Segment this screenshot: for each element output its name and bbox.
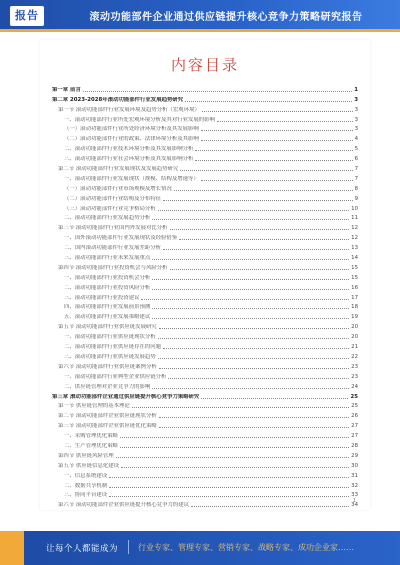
toc-entry[interactable] bbox=[52, 113, 358, 123]
toc-entry-page: 10 bbox=[351, 205, 358, 212]
toc-leader-dots bbox=[159, 417, 349, 418]
toc-entry-page: 12 bbox=[351, 225, 358, 232]
toc-entry-text: 一、滚动功能部件行业投资机会分析 bbox=[64, 274, 151, 281]
report-logo: 报告 bbox=[10, 6, 44, 26]
toc-leader-dots bbox=[152, 279, 349, 280]
toc-entry-page: 5 bbox=[354, 146, 358, 153]
toc-entry-page: 1 bbox=[354, 86, 358, 93]
toc-entry[interactable] bbox=[52, 231, 358, 241]
toc-entry-page: 3 bbox=[354, 116, 358, 123]
toc-entry-text: 三、协同平台建设 bbox=[64, 492, 108, 499]
toc-entry[interactable] bbox=[52, 192, 358, 202]
toc-entry[interactable] bbox=[52, 83, 358, 93]
toc-entry-text: 二、生产管理优化策略 bbox=[64, 442, 118, 449]
toc-entry[interactable] bbox=[52, 439, 358, 449]
toc-entry-page: 27 bbox=[351, 423, 358, 430]
toc-leader-dots bbox=[201, 130, 353, 131]
toc-leader-dots bbox=[152, 318, 349, 319]
toc-entry-page: 9 bbox=[354, 195, 358, 202]
toc-entry-page: 18 bbox=[351, 304, 358, 311]
toc-entry[interactable] bbox=[52, 271, 358, 281]
toc-entry-text: 第二章 2023-2028年滚动功能部件行业发展趋势研究 bbox=[52, 96, 184, 103]
toc-leader-dots bbox=[152, 388, 349, 389]
toc-entry-text: 第三节 滚动功能部件行业国内外发展对比分析 bbox=[58, 225, 168, 232]
toc-entry-page: 15 bbox=[351, 274, 358, 281]
toc-entry-page: 13 bbox=[351, 245, 358, 252]
toc-entry[interactable] bbox=[52, 330, 358, 340]
toc-entry-page: 6 bbox=[354, 156, 358, 163]
toc-leader-dots bbox=[170, 229, 350, 230]
toc-leader-dots bbox=[83, 91, 352, 92]
toc-entry-text: （一）滚动功能部件行业市场规模及增长情况 bbox=[64, 185, 172, 192]
toc-leader-dots bbox=[120, 447, 349, 448]
toc-leader-dots bbox=[201, 180, 353, 181]
toc-entry[interactable] bbox=[52, 202, 358, 212]
toc-entry-page: 23 bbox=[351, 373, 358, 380]
toc-entry-page: 8 bbox=[354, 185, 358, 192]
toc-entry-page: 3 bbox=[354, 106, 358, 113]
toc-leader-dots bbox=[170, 269, 350, 270]
toc-entry[interactable] bbox=[52, 449, 358, 459]
toc-leader-dots bbox=[202, 111, 353, 112]
toc-entry-text: 第三节 滚动功能部件企业供应链优化策略 bbox=[58, 423, 157, 430]
toc-entry[interactable] bbox=[52, 479, 358, 489]
toc-entry-page: 27 bbox=[351, 433, 358, 440]
toc-entry-text: 二、国内滚动功能部件行业发展差距分析 bbox=[64, 245, 162, 252]
toc-entry[interactable] bbox=[52, 340, 358, 350]
toc-entry-text: 二、滚动功能部件行业发展趋势分析 bbox=[64, 215, 151, 222]
toc-entry-text: 一、滚动功能部件行业发展现状（规模、结构及增速等） bbox=[64, 175, 199, 182]
toc-entry-page: 7 bbox=[354, 166, 358, 173]
toc-entry[interactable] bbox=[52, 350, 358, 360]
toc-leader-dots bbox=[201, 398, 348, 399]
toc-entry-text: 二、数据共享机制 bbox=[64, 482, 108, 489]
toc-entry[interactable] bbox=[52, 221, 358, 231]
toc-entry-page: 28 bbox=[351, 442, 358, 449]
toc-entry-page: 3 bbox=[354, 96, 358, 103]
toc-entry-text: 二、供应链管理对企业竞争力的影响 bbox=[64, 383, 151, 390]
toc-entry-page: 33 bbox=[351, 492, 358, 499]
toc-entry[interactable] bbox=[52, 172, 358, 182]
toc-entry-page: 25 bbox=[350, 393, 358, 400]
toc-entry[interactable] bbox=[52, 400, 358, 410]
toc-leader-dots bbox=[158, 358, 349, 359]
toc-leader-dots bbox=[191, 506, 349, 507]
toc-entry[interactable] bbox=[52, 459, 358, 469]
toc-leader-dots bbox=[195, 160, 352, 161]
toc-leader-dots bbox=[158, 338, 349, 339]
toc-entry-page: 14 bbox=[351, 255, 358, 262]
toc-entry[interactable] bbox=[52, 241, 358, 251]
toc-entry-text: 一、国外滚动功能部件行业发展现状及经验借鉴 bbox=[64, 235, 178, 242]
toc-entry-page: 24 bbox=[351, 383, 358, 390]
toc-entry[interactable] bbox=[52, 251, 358, 261]
toc-leader-dots bbox=[201, 140, 353, 141]
toc-leader-dots bbox=[109, 487, 349, 488]
toc-entry-text: 三、滚动功能部件行业未来发展重点 bbox=[64, 255, 151, 262]
toc-entry[interactable] bbox=[52, 281, 358, 291]
toc-entry-text: 三、滚动功能部件行业供应链发展趋势 bbox=[64, 353, 156, 360]
toc-entry-text: 第六节 滚动功能部件企业供应链提升核心竞争力的建议 bbox=[58, 502, 190, 509]
toc-entry-text: 二、滚动功能部件行业供应链存在的问题 bbox=[64, 344, 162, 351]
toc-entry-text: 一、信息系统建设 bbox=[64, 472, 108, 479]
toc-leader-dots bbox=[174, 190, 353, 191]
toc-entry-page: 4 bbox=[354, 136, 358, 143]
footer-slogan: 让每个人都能成为 bbox=[46, 544, 119, 554]
report-title: 滚动功能部件企业通过供应链提升核心竞争力策略研究报告 bbox=[89, 12, 363, 23]
toc-entry[interactable] bbox=[52, 162, 358, 172]
toc-list bbox=[52, 83, 358, 508]
toc-entry-text: 第一章 前言 bbox=[52, 86, 81, 93]
toc-entry[interactable] bbox=[52, 320, 358, 330]
toc-entry-text: 三、滚动功能部件行业投资建议 bbox=[64, 294, 140, 301]
toc-entry[interactable] bbox=[52, 93, 358, 103]
report-header bbox=[0, 0, 400, 32]
toc-leader-dots bbox=[159, 328, 349, 329]
toc-leader-dots bbox=[163, 249, 349, 250]
toc-leader-dots bbox=[180, 170, 352, 171]
toc-leader-dots bbox=[152, 259, 349, 260]
toc-entry-page: 19 bbox=[351, 314, 358, 321]
toc-entry[interactable] bbox=[52, 360, 358, 370]
toc-entry-page: 7 bbox=[354, 175, 358, 182]
toc-entry-page: 32 bbox=[351, 482, 358, 489]
toc-entry-text: 第二节 滚动功能部件行业发展现状及发展趋势研究 bbox=[58, 166, 179, 173]
toc-entry[interactable] bbox=[52, 370, 358, 380]
toc-leader-dots bbox=[152, 308, 349, 309]
toc-leader-dots bbox=[217, 121, 353, 122]
page-number: 1 bbox=[352, 498, 356, 504]
toc-entry-page: 30 bbox=[351, 462, 358, 469]
toc-entry[interactable] bbox=[52, 182, 358, 192]
toc-entry-page: 29 bbox=[351, 452, 358, 459]
toc-entry-text: 三、滚动功能部件行业社会环境分析及其发展影响分析 bbox=[64, 156, 194, 163]
toc-leader-dots bbox=[116, 457, 350, 458]
toc-entry-page: 20 bbox=[351, 334, 358, 341]
toc-leader-dots bbox=[185, 101, 352, 102]
toc-entry[interactable] bbox=[52, 142, 358, 152]
toc-entry-text: 第六节 滚动功能部件行业供应链案例分析 bbox=[58, 363, 157, 370]
toc-entry[interactable] bbox=[52, 390, 358, 400]
toc-entry[interactable] bbox=[52, 212, 358, 222]
toc-leader-dots bbox=[121, 467, 349, 468]
toc-entry-page: 20 bbox=[351, 324, 358, 331]
toc-leader-dots bbox=[163, 200, 353, 201]
toc-entry[interactable] bbox=[52, 380, 358, 390]
toc-entry-text: 一、滚动功能部件行业供应链现状分析 bbox=[64, 334, 156, 341]
toc-entry-text: 第三章 滚动功能部件企业通过供应链提升核心竞争力策略研究 bbox=[52, 393, 200, 400]
toc-entry-text: 一、滚动功能部件行业所处宏观环境分析及其对行业发展的影响 bbox=[64, 116, 215, 123]
toc-entry-text: （三）滚动功能部件行业竞争格局分析 bbox=[64, 205, 156, 212]
header-accent-stripe bbox=[0, 29, 400, 32]
toc-leader-dots bbox=[132, 407, 349, 408]
toc-leader-dots bbox=[195, 150, 352, 151]
toc-entry-page: 3 bbox=[354, 126, 358, 133]
toc-leader-dots bbox=[158, 210, 349, 211]
toc-entry[interactable] bbox=[52, 291, 358, 301]
footer-experts-line: 行业专家、管理专家、营销专家、战略专家、成功企业家…… bbox=[138, 543, 354, 552]
toc-entry-text: （一）滚动功能部件行业所处经济环境分析及其发展影响 bbox=[64, 126, 199, 133]
footer-accent-bar bbox=[0, 531, 24, 565]
toc-leader-dots bbox=[179, 239, 349, 240]
toc-leader-dots bbox=[141, 299, 349, 300]
toc-entry-page: 34 bbox=[351, 502, 358, 509]
toc-entry-text: （二）滚动功能部件行业结构及分布特征 bbox=[64, 195, 162, 202]
toc-entry-page: 21 bbox=[351, 344, 358, 351]
toc-leader-dots bbox=[159, 368, 349, 369]
toc-entry-page: 15 bbox=[351, 264, 358, 271]
toc-entry-text: 四、滚动功能部件行业发展前景预测 bbox=[64, 304, 151, 311]
toc-entry[interactable] bbox=[52, 498, 358, 508]
toc-entry-page: 17 bbox=[351, 294, 358, 301]
toc-entry[interactable] bbox=[52, 409, 358, 419]
toc-entry-text: 第二节 滚动功能部件企业供应链现状分析 bbox=[58, 413, 157, 420]
toc-leader-dots bbox=[163, 348, 349, 349]
toc-entry-page: 11 bbox=[351, 215, 358, 222]
toc-entry[interactable] bbox=[52, 419, 358, 429]
toc-entry-page: 26 bbox=[351, 413, 358, 420]
toc-entry-text: 第四节 滚动功能部件行业投资机会与风险分析 bbox=[58, 264, 168, 271]
toc-entry[interactable] bbox=[52, 489, 358, 499]
toc-page bbox=[40, 40, 370, 510]
footer-separator bbox=[128, 540, 129, 554]
toc-entry[interactable] bbox=[52, 429, 358, 439]
toc-leader-dots bbox=[152, 289, 349, 290]
toc-leader-dots bbox=[159, 427, 349, 428]
toc-entry-text: （二）滚动功能部件行业的政策、法律环境分析及其影响 bbox=[64, 136, 199, 143]
toc-entry[interactable] bbox=[52, 103, 358, 113]
toc-leader-dots bbox=[120, 437, 349, 438]
toc-entry-page: 25 bbox=[351, 403, 358, 410]
toc-entry-text: 第五节 供应链信息化建设 bbox=[58, 462, 120, 469]
toc-entry-text: 一、滚动功能部件行业典型企业供应链分析 bbox=[64, 373, 167, 380]
toc-entry-page: 16 bbox=[351, 284, 358, 291]
toc-entry[interactable] bbox=[52, 301, 358, 311]
toc-entry-text: 第四节 供应链风险管理 bbox=[58, 452, 114, 459]
toc-entry[interactable] bbox=[52, 123, 358, 133]
toc-entry[interactable] bbox=[52, 152, 358, 162]
toc-entry[interactable] bbox=[52, 469, 358, 479]
toc-entry-text: 二、滚动功能部件行业投资风险分析 bbox=[64, 284, 151, 291]
toc-entry-text: 二、滚动功能部件行业技术环境分析及其发展影响分析 bbox=[64, 146, 194, 153]
toc-entry[interactable] bbox=[52, 310, 358, 320]
toc-entry-text: 五、滚动功能部件行业发展策略建议 bbox=[64, 314, 151, 321]
toc-leader-dots bbox=[109, 496, 349, 497]
toc-heading: 内容目录 bbox=[170, 56, 239, 74]
toc-leader-dots bbox=[109, 477, 349, 478]
toc-entry-text: 第一节 供应链管理的基本理论 bbox=[58, 403, 130, 410]
toc-entry-page: 23 bbox=[351, 363, 358, 370]
toc-entry[interactable] bbox=[52, 132, 358, 142]
toc-entry-text: 第一节 滚动功能部件行业发展环境及趋势分析（宏观环境） bbox=[58, 106, 200, 113]
report-footer bbox=[0, 531, 400, 565]
toc-leader-dots bbox=[152, 219, 349, 220]
toc-entry-text: 一、采购管理优化策略 bbox=[64, 433, 118, 440]
toc-entry-text: 第五节 滚动功能部件行业供应链发展研究 bbox=[58, 324, 157, 331]
toc-entry-page: 12 bbox=[351, 235, 358, 242]
toc-leader-dots bbox=[168, 378, 349, 379]
toc-entry[interactable] bbox=[52, 261, 358, 271]
toc-entry-page: 31 bbox=[351, 472, 358, 479]
toc-entry-page: 22 bbox=[351, 353, 358, 360]
